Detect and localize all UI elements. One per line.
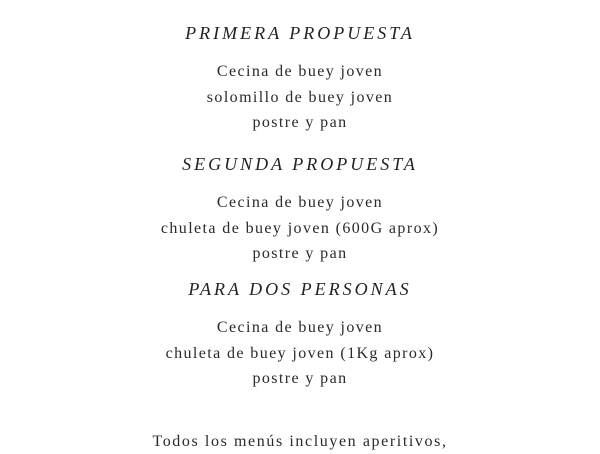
menu-item: solomillo de buey joven [206, 88, 394, 106]
menu-section-title: PARA DOS PERSONAS [188, 279, 412, 299]
menu-item: postre y pan [252, 114, 348, 131]
menu-section-title: PRIMERA PROPUESTA [185, 23, 415, 43]
menu-item: chuleta de buey joven (1Kg aprox) [165, 344, 435, 362]
menu-section-title: SEGUNDA PROPUESTA [182, 154, 418, 174]
menu-section-primera [0, 22, 600, 136]
menu-item-list [0, 315, 600, 392]
footer-note: Todos los menús incluyen aperitivos, [152, 433, 448, 450]
menu-item-list [0, 190, 600, 267]
menu-item: postre y pan [252, 245, 348, 262]
menu-section-dos-personas [0, 278, 600, 392]
menu-item: Cecina de buey joven [216, 194, 384, 211]
menu-section-segunda [0, 153, 600, 267]
menu-item: Cecina de buey joven [216, 319, 384, 336]
menu-item: postre y pan [252, 370, 348, 387]
menu-item-list [0, 59, 600, 136]
menu-item: chuleta de buey joven (600G aprox) [160, 219, 440, 237]
menu-item: Cecina de buey joven [216, 63, 384, 80]
